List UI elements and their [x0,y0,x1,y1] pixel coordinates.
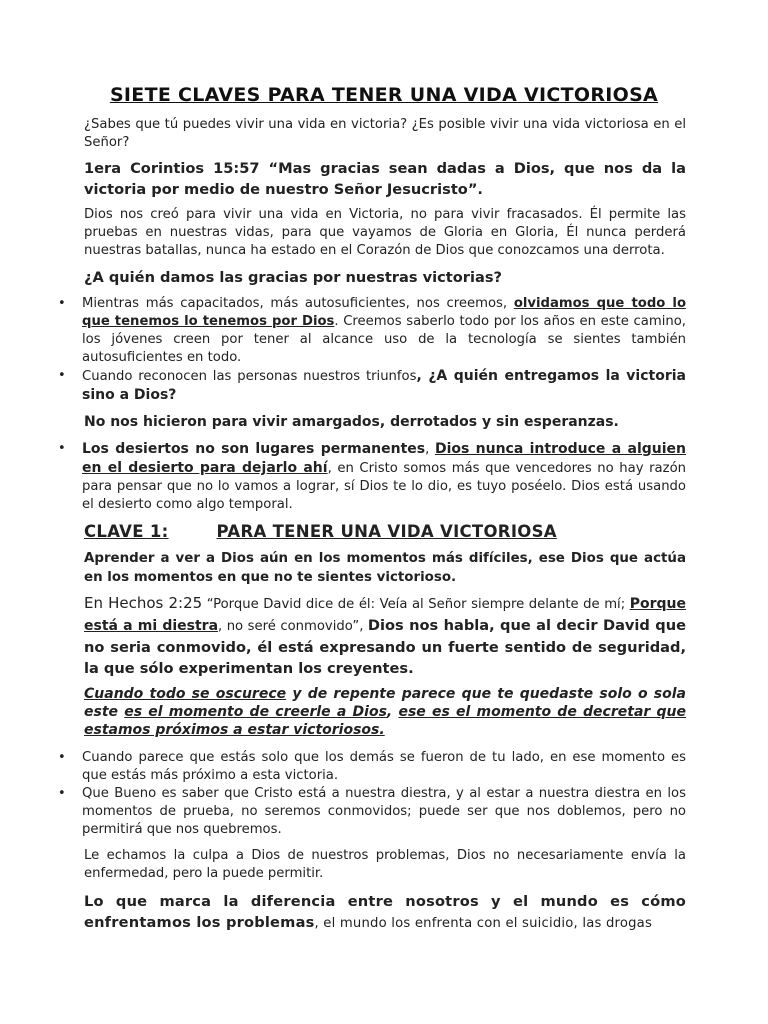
italic-underlined: ese es el momento de decretar que estamos próximos a estar victoriosos. [84,704,686,738]
italic-text: y de repente parece que te quedaste solo o sola este [84,686,686,720]
bullet-text: Que Bueno es saber que Cristo está a nuestra diestra, y al estar a nuestra diestra en los momentos de prueba, no seremos conmovidos; puede ser que nos doblemos, pero no permitirá que nos quebremos. [82,786,686,837]
hechos-quote: , no seré conmovido”, [218,619,368,634]
list-item [58,367,686,405]
italic-text: , [386,704,399,720]
bullet-list-1 [58,295,686,405]
hechos-quote: “Porque David dice de él: Veía al Señor siempre delante de mí; [202,597,630,612]
bullet-icon: • [58,786,66,801]
clave-1-subtitle: Aprender a ver a Dios aún en los momentos más difíciles, ese Dios que actúa en los momentos en que no te sientes victorioso. [84,551,686,585]
bullet-icon: • [58,750,66,765]
last-bold: Lo que marca la diferencia entre nosotros y el mundo es cómo enfrentamos los problemas [84,893,686,931]
paragraph-victoria: Dios nos creó para vivir una vida en Victoria, no para vivir fracasados. Él permite las pruebas en nuestras vidas, para que vayamos de Gloria en Gloria, Él nunca perderá nuestras batallas, nunca ha estado en el Corazón de Dios que conozcamos una derrota. [84,207,686,258]
bullet-underlined: Dios nunca introduce a alguien en el desierto para dejarlo ahí [82,441,687,476]
list-item [58,440,687,514]
question-gracias: ¿A quién damos las gracias por nuestras victorias? [84,269,502,286]
bullet-text: Mientras más capacitados, más autosuficientes, nos creemos, [82,296,514,311]
paragraph-culpa: Le echamos la culpa a Dios de nuestros problemas, Dios no necesariamente envía la enfermedad, pero la puede permitir. [84,848,686,881]
bullet-bold: Los desiertos no son lugares permanentes [82,441,426,457]
italic-underlined: Cuando todo se oscurece [84,686,287,702]
bullet-text: Cuando parece que estás solo que los demás se fueron de tu lado, en ese momento es que estás más próximo a esta victoria. [82,750,686,783]
bullet-list-2 [58,440,687,514]
italic-paragraph [82,685,686,739]
hechos-paragraph [82,593,686,679]
bullet-icon: • [58,296,66,311]
bullet-text: , en Cristo somos más que vencedores no hay razón para pensar que no lo vamos a lograr, sí Dios te lo dio, es tuyo poséelo. Dios está usando el desierto como algo temporal. [82,461,686,512]
bullet-text: Cuando reconocen las personas nuestros triunfos [82,369,417,384]
last-text: , el mundo los enfrenta con el suicidio, las drogas [314,916,653,931]
bullet-bold: , ¿A quién entregamos la victoria sino a Dios? [82,368,686,403]
hechos-ref: En Hechos 2:25 [84,594,203,612]
hechos-underlined: Porque está a mi diestra [84,596,686,634]
bullet-icon: • [58,441,66,456]
bullet-text: . Creemos saberlo todo por los años en este camino, los jóvenes creen por tener al alcance uso de la tecnología se sientes también autosuficientes en todo. [82,314,686,365]
bullet-icon: • [58,368,66,383]
page-title: SIETE CLAVES PARA TENER UNA VIDA VICTORIOSA [109,84,659,106]
italic-underlined: es el momento de creerle a Dios [124,704,387,720]
list-item [58,749,686,785]
bullet-list-3 [58,749,686,839]
intro-paragraph: ¿Sabes que tú puedes vivir una vida en victoria? ¿Es posible vivir una vida victoriosa en el Señor? [84,117,686,150]
verse-corintios: 1era Corintios 15:57 “Mas gracias sean dadas a Dios, que nos da la victoria por medio de nuestro Señor Jesucristo”. [84,160,686,198]
clave-1-heading [82,522,686,541]
last-paragraph [82,891,686,934]
bold-line: No nos hicieron para vivir amargados, derrotados y sin esperanzas. [84,414,619,430]
hechos-bold: Dios nos habla, que al decir David que no seria conmovido, él está expresando un fuerte sentido de seguridad, la que sólo experimentan los creyentes. [84,617,686,677]
clave-label: CLAVE 1: [84,522,169,541]
list-item [58,295,686,367]
bullet-underlined: olvidamos que todo lo que tenemos lo tenemos por Dios [82,296,686,329]
bullet-text: , [425,442,435,457]
list-item [58,785,686,839]
clave-text: PARA TENER UNA VIDA VICTORIOSA [216,522,557,541]
